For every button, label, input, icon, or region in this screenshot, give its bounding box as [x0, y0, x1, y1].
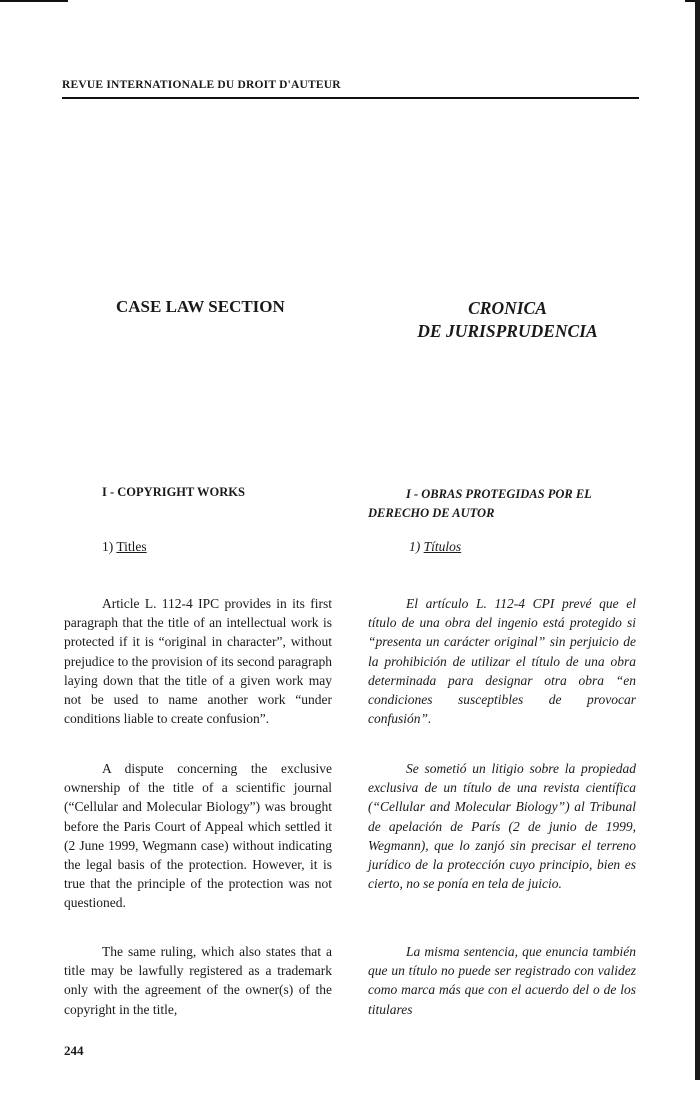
paragraph-en-1-text: Article L. 112-4 IPC provides in its first paragraph that the title of an intellectual work is protected if it is “original in character”, without prejudice to the provision of its second paragraph laying down that the title of a given work may not be used to name another work “under conditions liable to create confusion”. — [64, 596, 332, 727]
section-title-en: CASE LAW SECTION — [116, 297, 285, 316]
chapter-heading-en: I - COPYRIGHT WORKS — [102, 485, 245, 499]
paragraph-es-1 — [368, 594, 636, 728]
paragraph-es-2 — [368, 759, 636, 893]
paragraph-es-1-text: El artículo L. 112-4 CPI prevé que el título de una obra del ingenio está protegido si “presenta un carácter original” sin perjuicio de la prohibición de utilizar el título de una obra determinada para designar otra obra “en condiciones susceptibles de provocar confusión”. — [368, 596, 636, 727]
paragraph-es-2-text: Se sometió un litigio sobre la propiedad exclusiva de un título de una revista científica (“Cellular and Molecular Biology”) al Tribunal de apelación de París (2 de junio de 1999, Wegmann), que lo zanjó sin precisar el terreno jurídico de la protección cuyo principio, bien es cierto, no se ponía en tela de juicio. — [368, 761, 636, 892]
paragraph-en-2-text: A dispute concerning the exclusive ownership of the title of a scientific journal (“Cellular and Molecular Biology”) was brought before the Paris Court of Appeal which settled it (2 June 1999, Wegmann case) without indicating the legal basis of the protection. However, it is true that the principle of the protection was not questioned. — [64, 761, 332, 911]
subheading-en-number: 1) — [102, 539, 114, 554]
header-rule — [62, 97, 639, 99]
paragraph-es-3 — [368, 942, 636, 1019]
paragraph-en-2 — [64, 759, 332, 913]
crop-mark-top-left — [0, 0, 68, 2]
crop-mark-top-right — [685, 0, 695, 2]
chapter-heading-es: I - OBRAS PROTEGIDAS POR EL DERECHO DE AUTOR — [368, 487, 592, 520]
paragraph-en-1 — [64, 594, 332, 728]
subheading-en-label: Titles — [116, 539, 147, 554]
page-number: 244 — [64, 1043, 84, 1058]
paragraph-en-3-text: The same ruling, which also states that a title may be lawfully registered as a trademark only with the agreement of the owner(s) of the copyright in the title, — [64, 944, 332, 1017]
subheading-en — [102, 539, 147, 555]
paragraph-en-3 — [64, 942, 332, 1019]
paragraph-es-3-text: La misma sentencia, que enuncia también que un título no puede ser registrado con validez como marca más que con el acuerdo del o de los titulares — [368, 944, 636, 1017]
subheading-es-label: Títulos — [423, 539, 462, 554]
page-edge-bar — [695, 0, 700, 1080]
subheading-es-number: 1) — [409, 539, 421, 554]
section-title-es — [370, 297, 645, 343]
subheading-es — [409, 539, 461, 555]
section-title-es-line2: DE JURISPRUDENCIA — [417, 321, 598, 341]
running-head: REVUE INTERNATIONALE DU DROIT D'AUTEUR — [62, 79, 341, 91]
section-title-es-line1: CRONICA — [468, 298, 547, 318]
